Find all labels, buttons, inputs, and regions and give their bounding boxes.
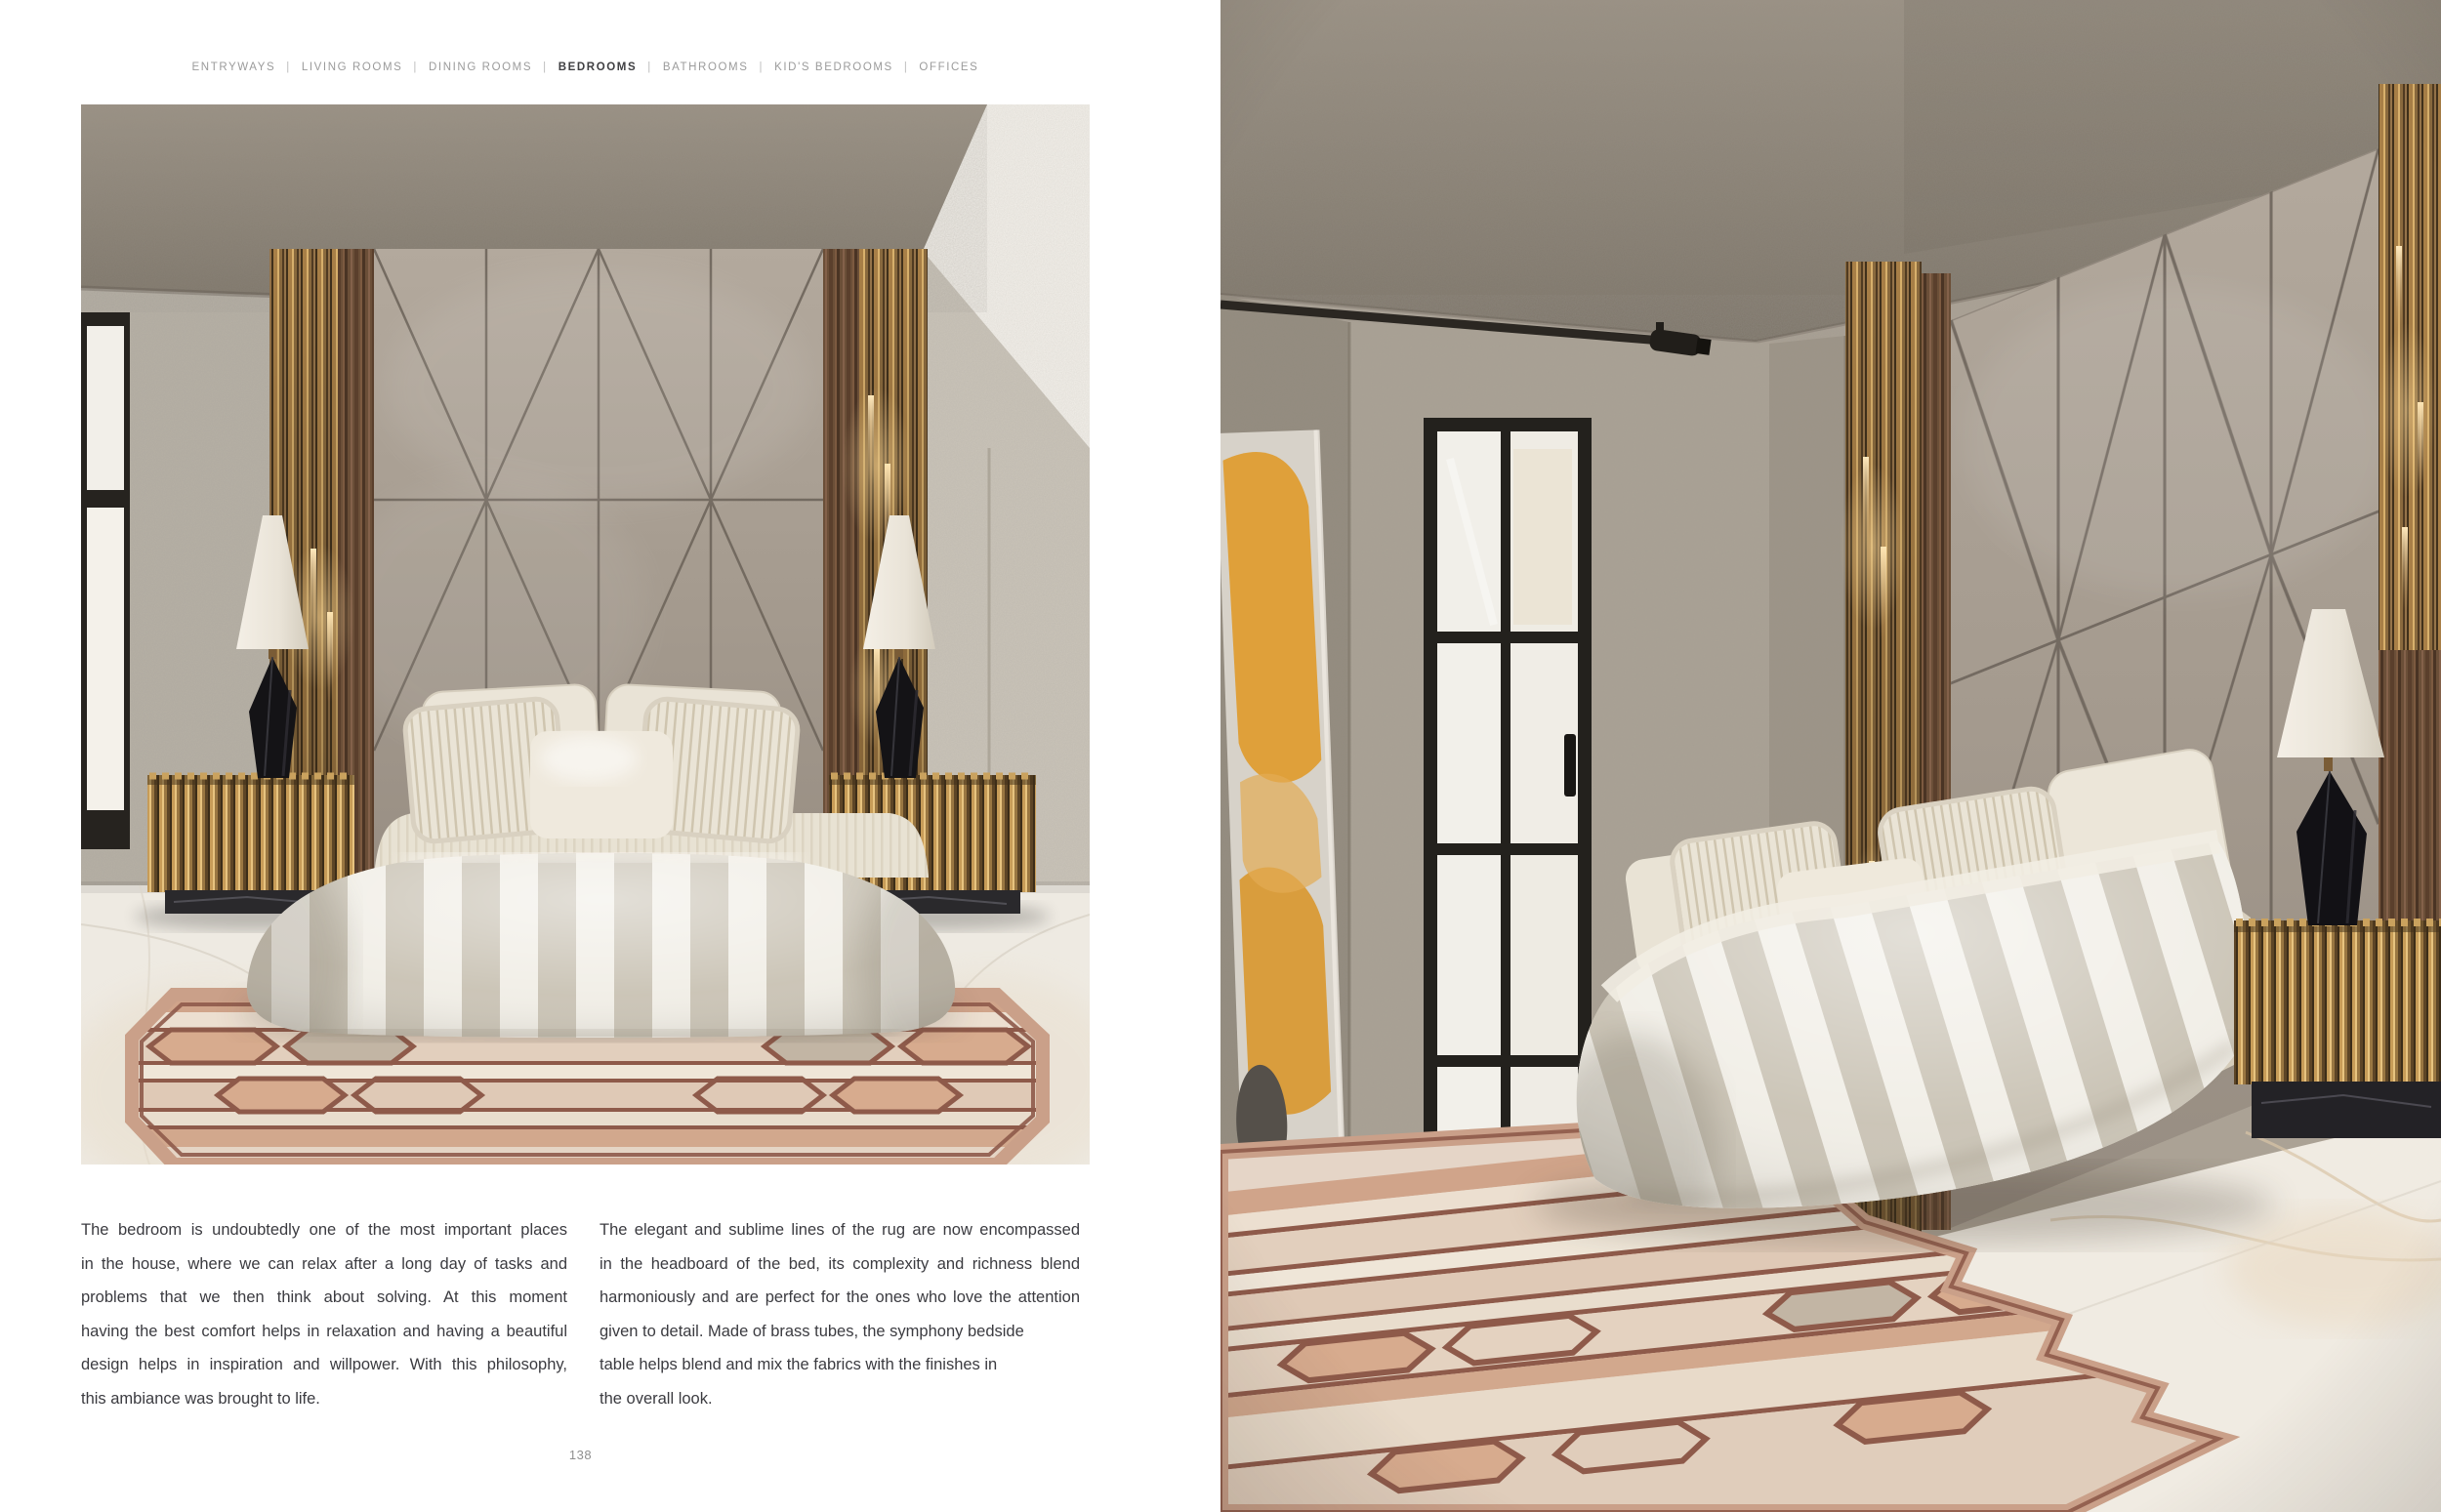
- nav-item-label: LIVING ROOMS: [301, 61, 403, 73]
- text-line: given to detail. Made of brass tubes, the symphony bedside: [600, 1322, 1024, 1340]
- text-line: harmoniously and are perfect for the ones who love the attention: [600, 1288, 1080, 1307]
- nav-item-label: BEDROOMS: [558, 61, 638, 73]
- left-bedroom-scene: [81, 104, 1090, 1165]
- right-bedroom-photo: [1220, 0, 2441, 1512]
- text-line: The elegant and sublime lines of the rug are now encompassed: [600, 1221, 1080, 1239]
- text-line: The bedroom is undoubtedly one of the most important places: [81, 1221, 567, 1239]
- nav-item[interactable]: [559, 61, 638, 73]
- nav-item[interactable]: [919, 61, 978, 73]
- nav-item[interactable]: [192, 61, 276, 73]
- glass-door: [81, 312, 130, 849]
- text-line: in the house, where we can relax after a long day of tasks and: [81, 1254, 567, 1273]
- left-bedroom-photo: [81, 104, 1090, 1165]
- text-line: in the headboard of the bed, its complexity and richness blend: [600, 1254, 1080, 1273]
- nav-item[interactable]: [429, 61, 532, 73]
- vignette: [1220, 0, 2441, 1512]
- nav-item-label: ENTRYWAYS: [191, 61, 276, 73]
- nav-item-label: OFFICES: [919, 61, 979, 73]
- intro-paragraph: [81, 1213, 567, 1416]
- text-line: the overall look.: [600, 1389, 713, 1408]
- text-line: this ambiance was brought to life.: [81, 1389, 320, 1408]
- nav-item[interactable]: [302, 61, 403, 73]
- nav-item-label: BATHROOMS: [662, 61, 749, 73]
- text-line: having the best comfort helps in relaxation and having a beautiful: [81, 1322, 567, 1340]
- right-bedroom-scene: [1220, 0, 2441, 1512]
- nav-separator: |: [543, 61, 548, 73]
- nav-item-label: DINING ROOMS: [429, 61, 533, 73]
- text-line: problems that we then think about solving. At this moment: [81, 1288, 567, 1307]
- nav-separator: |: [759, 61, 765, 73]
- nav-separator: |: [903, 61, 909, 73]
- nav-separator: |: [647, 61, 652, 73]
- detail-paragraph: [600, 1213, 1080, 1416]
- nav-separator: |: [286, 61, 291, 73]
- nav-item[interactable]: [774, 61, 893, 73]
- category-nav: [81, 61, 1090, 73]
- page-number: 138: [568, 1448, 593, 1462]
- nav-item-label: KID'S BEDROOMS: [774, 61, 893, 73]
- text-line: table helps blend and mix the fabrics with the finishes in: [600, 1356, 998, 1374]
- nav-separator: |: [413, 61, 419, 73]
- left-page: [0, 0, 1220, 1512]
- text-line: design helps in inspiration and willpower. With this philosophy,: [81, 1356, 567, 1374]
- nav-item[interactable]: [663, 61, 749, 73]
